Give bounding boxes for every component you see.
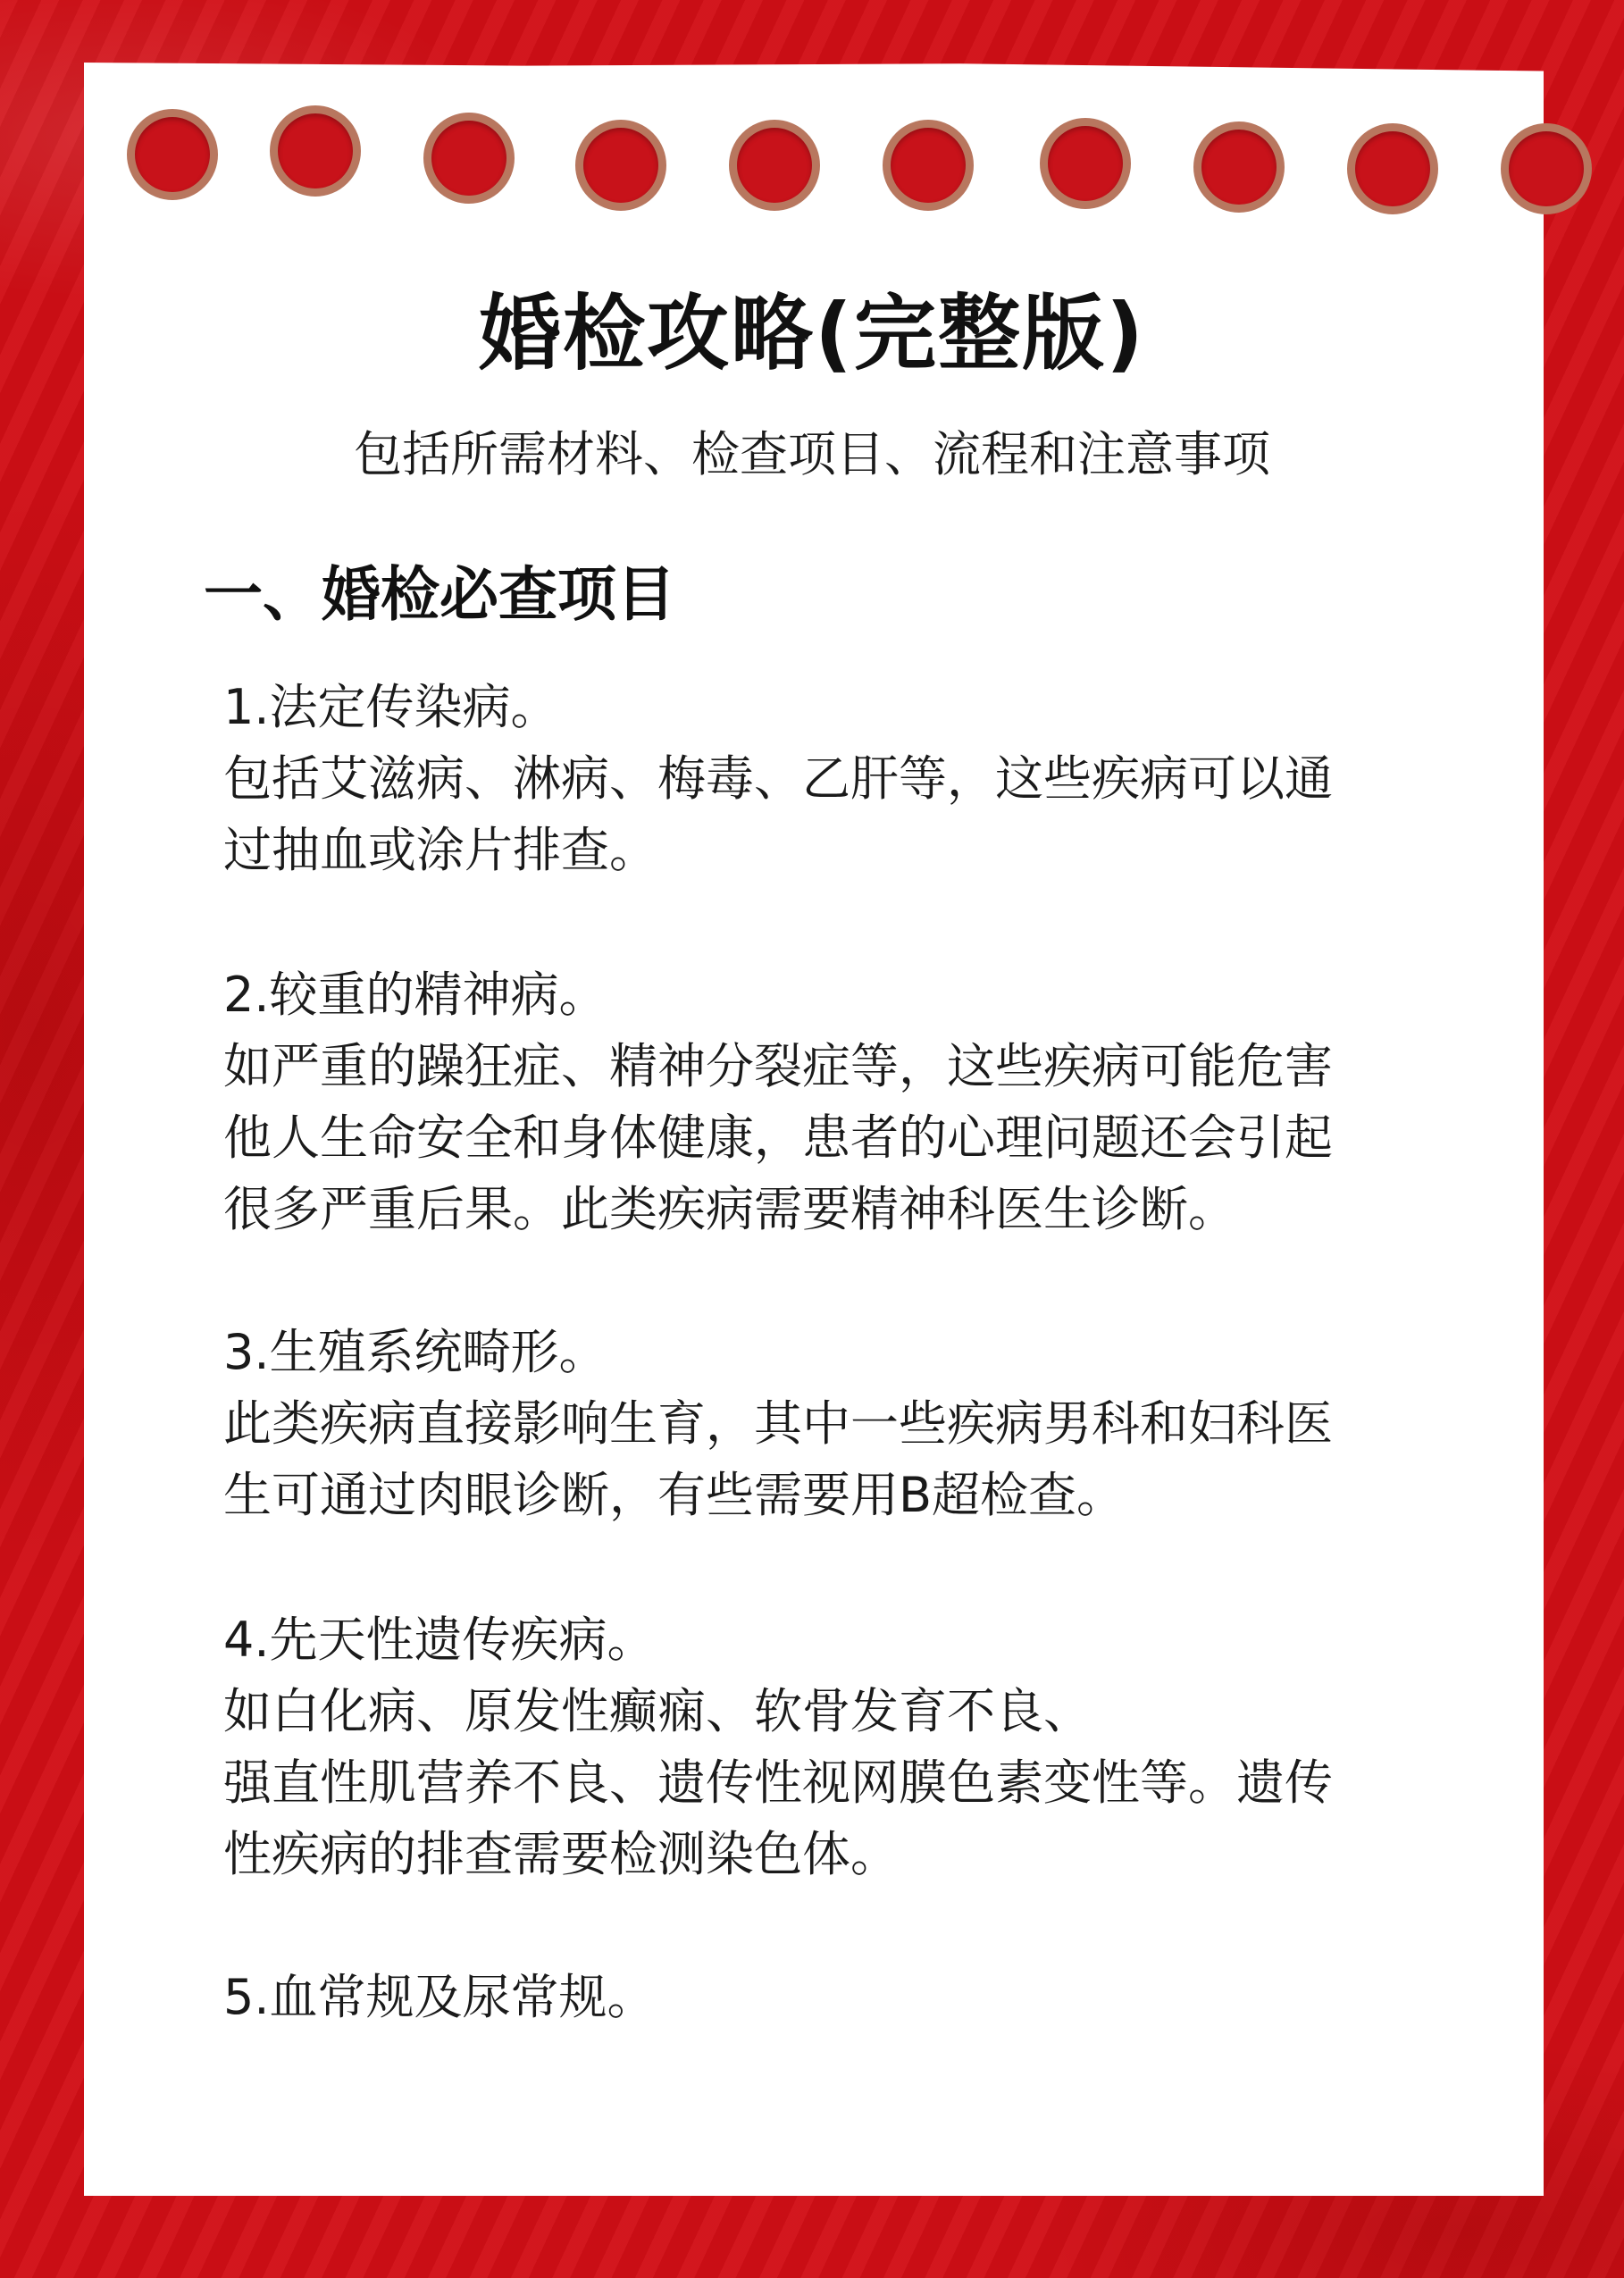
item-text-line: 性疾病的排查需要检测染色体。: [223, 1826, 899, 1882]
item-text-line: 生可通过肉眼诊断，有些需要用B超检查。: [223, 1467, 1126, 1523]
item-title: 2.较重的精神病。: [223, 967, 607, 1023]
item-title: 1.法定传染病。: [223, 679, 559, 735]
item-text-line: 他人生命安全和身体健康，患者的心理问题还会引起: [223, 1110, 1333, 1166]
item-title: 5.血常规及尿常规。: [223, 1969, 656, 2025]
list-item: [223, 1317, 1420, 1531]
binder-hole: [127, 109, 218, 200]
binder-holes: [0, 0, 1624, 268]
list-item: [223, 959, 1420, 1245]
binder-hole: [1501, 123, 1592, 214]
section-heading: 一、婚检必查项目: [204, 560, 675, 629]
item-text-line: 此类疾病直接影响生育，其中一些疾病男科和妇科医: [223, 1395, 1333, 1452]
item-title: 3.生殖系统畸形。: [223, 1324, 607, 1380]
binder-hole: [729, 120, 820, 211]
list-item: [223, 672, 1420, 886]
item-text-line: 包括艾滋病、淋病、梅毒、乙肝等，这些疾病可以通: [223, 750, 1333, 807]
binder-hole: [883, 120, 974, 211]
binder-hole: [1193, 121, 1285, 213]
binder-hole: [270, 105, 361, 197]
binder-hole: [575, 120, 666, 211]
item-text-line: 很多严重后果。此类疾病需要精神科医生诊断。: [223, 1181, 1236, 1237]
binder-hole: [1040, 118, 1131, 209]
list-item: [223, 1962, 1420, 2033]
list-item: [223, 1604, 1420, 1890]
item-text-line: 过抽血或涂片排查。: [223, 822, 657, 878]
item-title: 4.先天性遗传疾病。: [223, 1612, 656, 1668]
page-subtitle: 包括所需材料、检查项目、流程和注意事项: [354, 426, 1270, 482]
item-text-line: 如白化病、原发性癫痫、软骨发育不良、: [223, 1683, 1092, 1739]
binder-hole: [1347, 123, 1438, 214]
binder-hole: [423, 113, 515, 204]
page-title: 婚检攻略(完整版): [478, 286, 1146, 381]
item-text-line: 强直性肌营养不良、遗传性视网膜色素变性等。遗传: [223, 1755, 1333, 1811]
item-text-line: 如严重的躁狂症、精神分裂症等，这些疾病可能危害: [223, 1038, 1333, 1094]
